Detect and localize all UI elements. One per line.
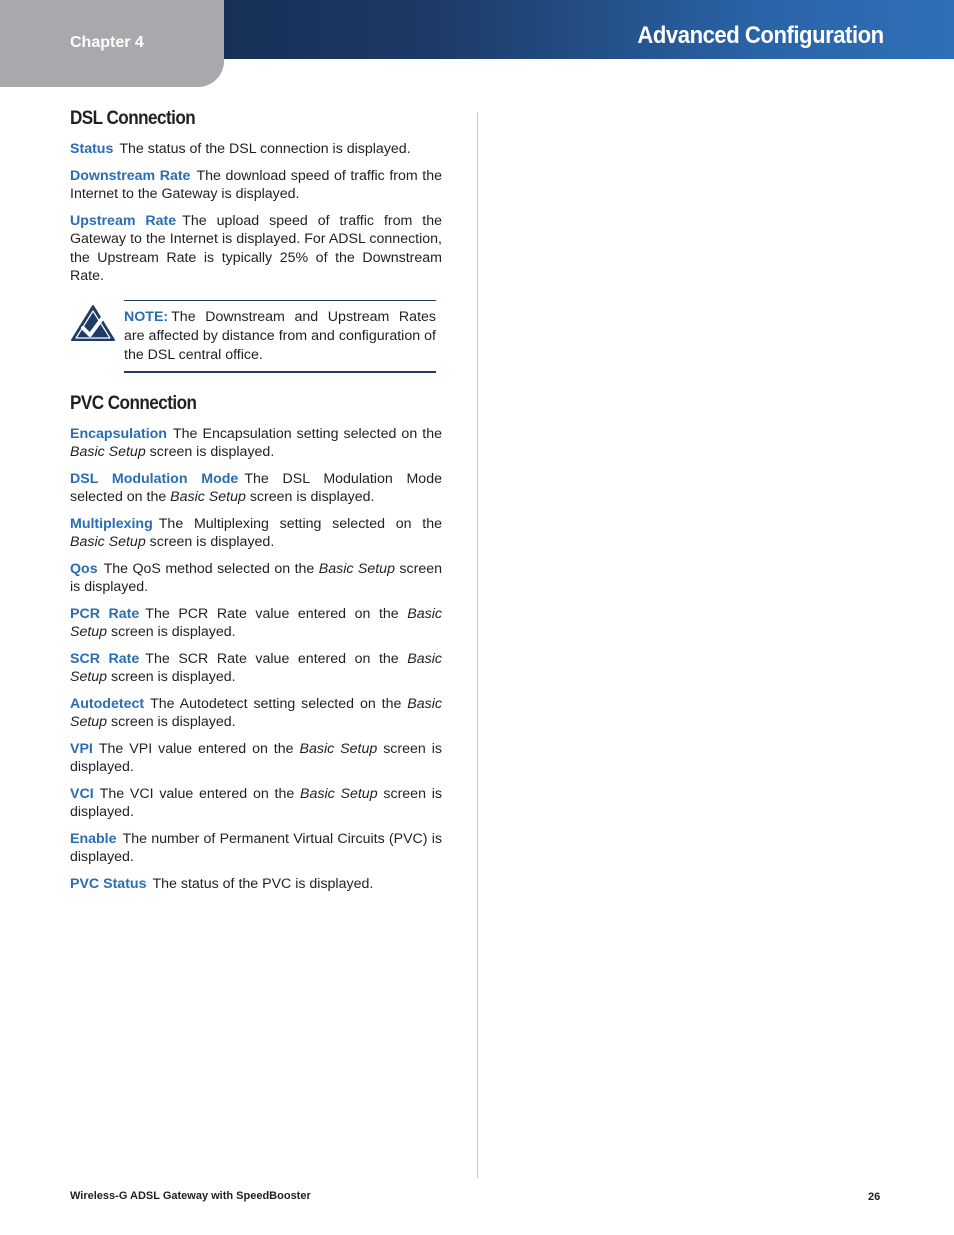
definition-term: PVC Status xyxy=(70,875,147,892)
definition-entry xyxy=(70,167,442,204)
definition-text: The QoS method selected on the xyxy=(103,560,319,577)
definition-term: DSL Modulation Mode xyxy=(70,470,239,487)
screen-name: Basic Setup xyxy=(300,785,378,802)
definition-text: The DSL Modulation Mode selected on the xyxy=(70,470,442,505)
definition-entry xyxy=(70,515,442,552)
definition-text: The Multiplexing setting selected on the xyxy=(158,515,442,532)
definition-text: screen is displayed. xyxy=(145,534,275,550)
chapter-label: Chapter 4 xyxy=(70,34,144,51)
chapter-tab xyxy=(0,0,224,87)
screen-name: Basic Setup xyxy=(318,560,395,577)
footer-product-name: Wireless-G ADSL Gateway with SpeedBooster xyxy=(70,1190,311,1202)
definition-term: Encapsulation xyxy=(70,425,167,442)
screen-name: Basic Setup xyxy=(70,650,442,685)
definition-term: PCR Rate xyxy=(70,605,140,622)
definition-term: Qos xyxy=(70,560,98,577)
definition-term: Enable xyxy=(70,830,117,847)
note-top-rule xyxy=(124,300,436,301)
definition-term: SCR Rate xyxy=(70,650,140,667)
left-column xyxy=(70,108,442,901)
definition-entry xyxy=(70,560,442,597)
definition-term: Status xyxy=(70,141,114,157)
definition-entry xyxy=(70,212,442,286)
definition-term: Multiplexing xyxy=(70,515,153,532)
checkmark-icon xyxy=(70,304,116,342)
definition-text: screen is displayed. xyxy=(70,785,442,820)
pvc-entry-list xyxy=(70,425,442,894)
definition-text: The PCR Rate value entered on the xyxy=(145,605,408,622)
note-text xyxy=(124,308,436,365)
note-bottom-rule xyxy=(124,371,436,373)
definition-term: Downstream Rate xyxy=(70,167,191,184)
definition-entry xyxy=(70,830,442,867)
note-label: NOTE: xyxy=(124,308,169,325)
definition-text: The status of the DSL connection is displayed. xyxy=(119,141,411,157)
screen-name: Basic Setup xyxy=(70,605,442,640)
definition-term: VPI xyxy=(70,740,93,757)
definition-entry xyxy=(70,605,442,642)
note-box xyxy=(70,300,436,373)
definition-text: The number of Permanent Virtual Circuits (PVC) is displayed. xyxy=(70,830,442,865)
definition-term: Upstream Rate xyxy=(70,212,177,229)
screen-name: Basic Setup xyxy=(170,489,246,505)
definition-entry xyxy=(70,140,442,159)
screen-name: Basic Setup xyxy=(299,740,378,757)
page-title: Advanced Configuration xyxy=(637,22,884,49)
definition-text: The download speed of traffic from the Internet to the Gateway is displayed. xyxy=(70,167,442,202)
definition-entry xyxy=(70,470,442,507)
definition-entry xyxy=(70,425,442,462)
definition-entry xyxy=(70,650,442,687)
definition-text: The VPI value entered on the xyxy=(98,740,300,757)
definition-term: VCI xyxy=(70,785,94,802)
definition-term: Autodetect xyxy=(70,695,145,712)
dsl-connection-heading: DSL Connection xyxy=(70,108,196,129)
definition-text: The VCI value entered on the xyxy=(99,785,301,802)
definition-entry xyxy=(70,785,442,822)
definition-text: The Autodetect setting selected on the xyxy=(150,695,408,712)
definition-text: screen is displayed. xyxy=(107,714,236,730)
definition-entry xyxy=(70,740,442,777)
pvc-connection-heading: PVC Connection xyxy=(70,392,197,414)
definition-text: screen is displayed. xyxy=(107,624,236,640)
definition-text: screen is displayed. xyxy=(145,444,275,460)
definition-entry xyxy=(70,695,442,732)
screen-name: Basic Setup xyxy=(70,695,442,730)
definition-entry xyxy=(70,875,442,894)
definition-text: screen is displayed. xyxy=(107,669,236,685)
footer-page-number: 26 xyxy=(868,1191,881,1203)
definition-text: The SCR Rate value entered on the xyxy=(145,650,408,667)
column-divider xyxy=(477,112,478,1178)
definition-text: screen is displayed. xyxy=(70,560,442,595)
definition-text: The Encapsulation setting selected on the xyxy=(172,425,442,442)
screen-name: Basic Setup xyxy=(70,534,146,550)
screen-name: Basic Setup xyxy=(70,444,146,460)
note-body: The Downstream and Upstream Rates are affected by distance from and configuration of the DSL central office. xyxy=(124,308,436,363)
definition-text: screen is displayed. xyxy=(245,489,375,505)
definition-text: screen is displayed. xyxy=(70,740,442,775)
definition-text: The upload speed of traffic from the Gateway to the Internet is displayed. For ADSL connection, the Upstream Rate is typically 25% of the Downstream Rate. xyxy=(70,212,443,284)
dsl-entry-list xyxy=(70,140,442,286)
definition-text: The status of the PVC is displayed. xyxy=(152,875,374,892)
